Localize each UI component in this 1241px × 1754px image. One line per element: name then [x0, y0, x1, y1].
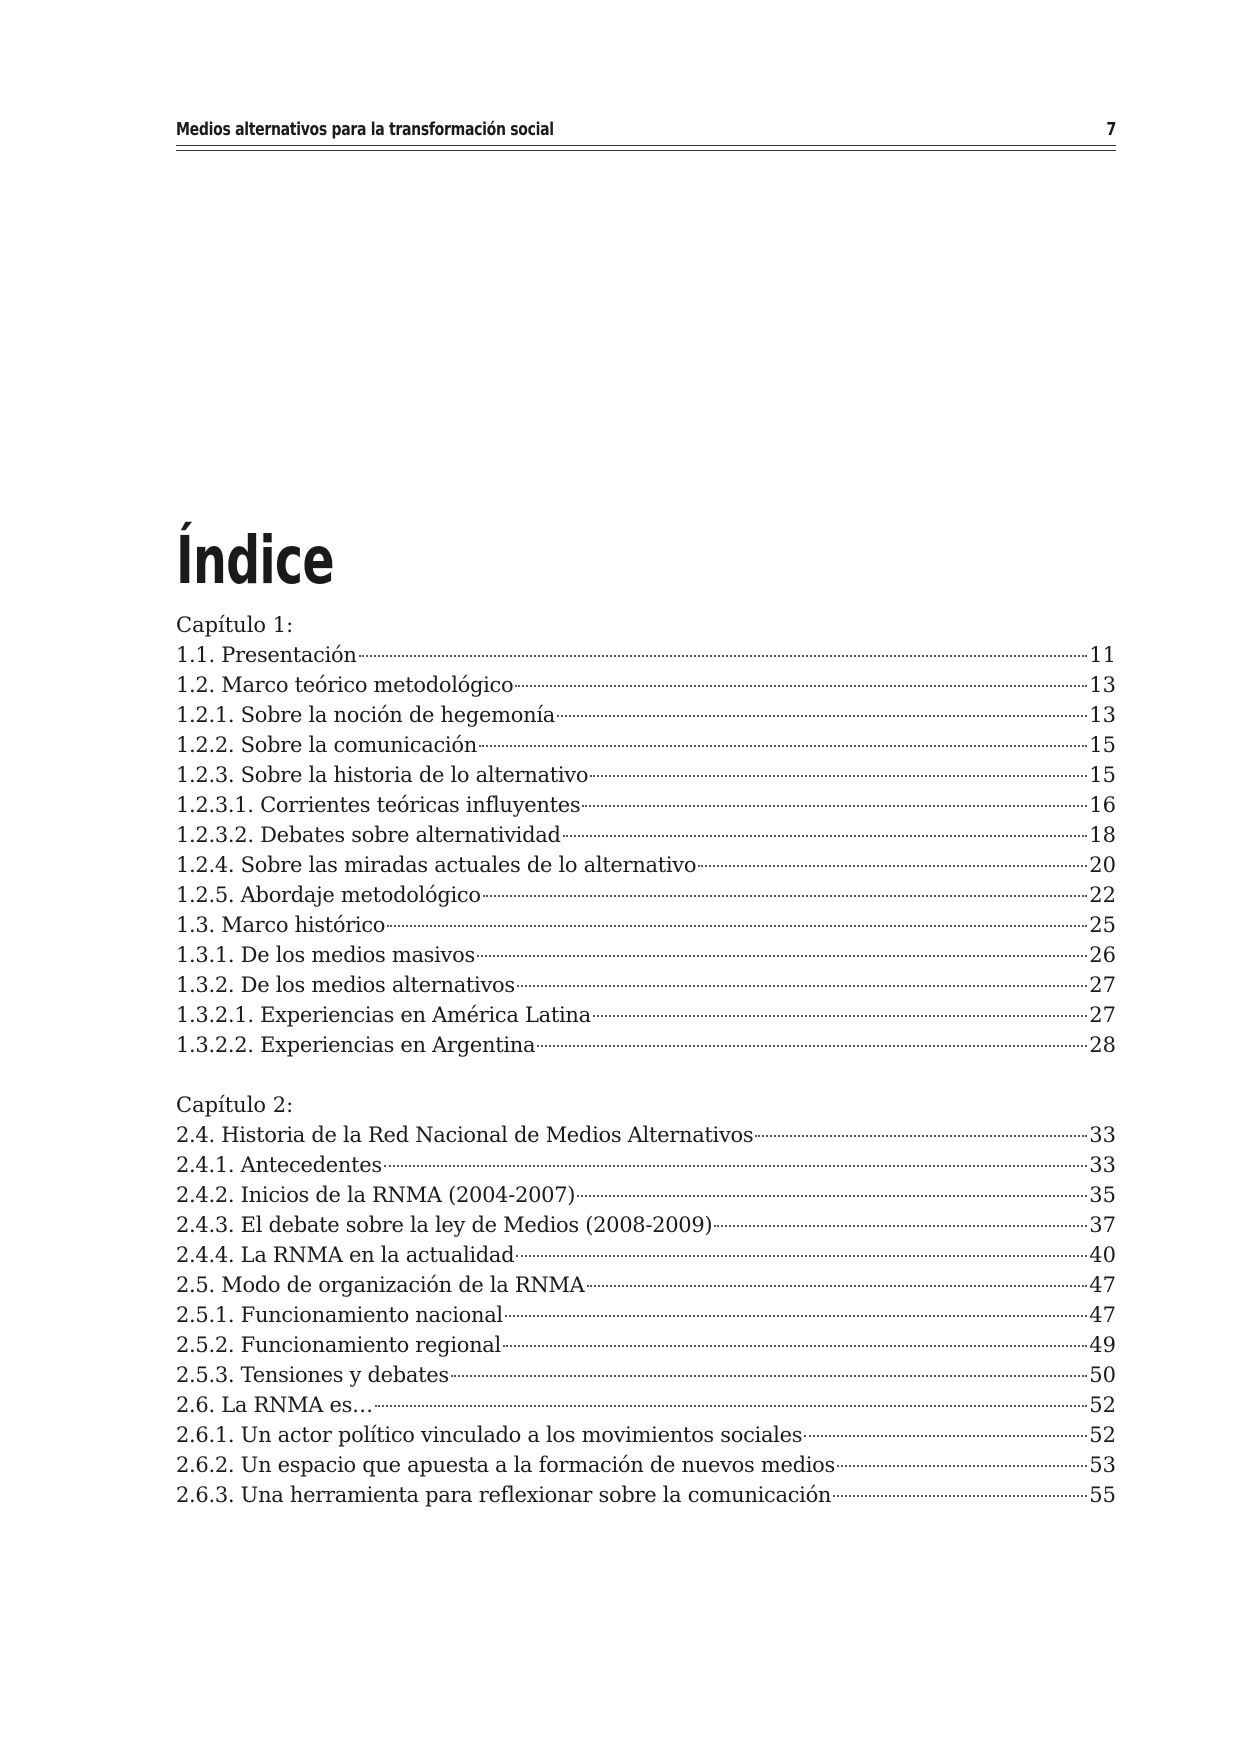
toc-entry-label: 1.2.5. Abordaje metodológico: [176, 883, 481, 907]
toc-entry-page: 47: [1089, 1273, 1116, 1297]
toc-entry: [176, 1300, 1116, 1330]
toc-entry: [176, 670, 1116, 700]
dot-leader: [477, 953, 1087, 957]
toc-entry: [176, 970, 1116, 1000]
toc-entry: [176, 1480, 1116, 1510]
running-header: [176, 114, 1116, 140]
toc-entry-label: 1.3.2.1. Experiencias en América Latina: [176, 1003, 591, 1027]
page-number: 7: [1106, 119, 1116, 140]
toc-entry: [176, 820, 1116, 850]
toc-entry-label: 1.2.3.2. Debates sobre alternatividad: [176, 823, 561, 847]
toc-entry: [176, 1000, 1116, 1030]
toc-entry: [176, 1120, 1116, 1150]
toc-entry-page: 37: [1089, 1213, 1116, 1237]
dot-leader: [505, 1313, 1087, 1317]
dot-leader: [804, 1433, 1087, 1437]
toc-entry-page: 20: [1089, 853, 1116, 877]
toc-entry-label: 2.4. Historia de la Red Nacional de Medios Alternativos: [176, 1123, 754, 1147]
toc-entry: [176, 940, 1116, 970]
toc-entry-label: 1.3.1. De los medios masivos: [176, 943, 475, 967]
toc-entry-page: 27: [1089, 973, 1116, 997]
toc-entry: [176, 1360, 1116, 1390]
toc-entry-label: 2.4.1. Antecedentes: [176, 1153, 382, 1177]
toc-entry: [176, 1180, 1116, 1210]
toc-entry-label: 1.2. Marco teórico metodológico: [176, 673, 514, 697]
toc-entry: [176, 1330, 1116, 1360]
toc-entry: [176, 1210, 1116, 1240]
toc-entry-label: 1.3.2.2. Experiencias en Argentina: [176, 1033, 536, 1057]
toc-entry-label: 2.4.4. La RNMA en la actualidad: [176, 1243, 515, 1267]
dot-leader: [387, 923, 1087, 927]
toc-entry-page: 47: [1089, 1303, 1116, 1327]
toc-entry-page: 18: [1089, 823, 1116, 847]
toc-entry: [176, 1030, 1116, 1060]
toc-entry: [176, 640, 1116, 670]
toc-entry: [176, 790, 1116, 820]
dot-leader: [577, 1193, 1087, 1197]
toc-entry-page: 27: [1089, 1003, 1116, 1027]
dot-leader: [755, 1133, 1087, 1137]
toc-entry-label: 2.4.3. El debate sobre la ley de Medios (2008-2009): [176, 1213, 713, 1237]
toc-entry-label: 2.6.2. Un espacio que apuesta a la formación de nuevos medios: [176, 1453, 835, 1477]
toc-entry-label: 1.2.3. Sobre la historia de lo alternativo: [176, 763, 589, 787]
toc-entry-page: 50: [1089, 1363, 1116, 1387]
toc-entry: [176, 1450, 1116, 1480]
toc-entry-page: 33: [1089, 1153, 1116, 1177]
dot-leader: [483, 893, 1088, 897]
toc-entry-label: 2.6. La RNMA es…: [176, 1393, 373, 1417]
header-rule-top: [176, 145, 1116, 146]
toc-chapter-2: [176, 1090, 1116, 1510]
toc-entry-label: 1.2.2. Sobre la comunicación: [176, 733, 477, 757]
toc-entry-page: 40: [1089, 1243, 1116, 1267]
toc-entry: [176, 700, 1116, 730]
chapter-label: Capítulo 2:: [176, 1093, 294, 1117]
toc-entry-page: 13: [1089, 703, 1116, 727]
toc-entry-label: 2.5.2. Funcionamiento regional: [176, 1333, 501, 1357]
dot-leader: [593, 1013, 1087, 1017]
toc-entry-label: 1.1. Presentación: [176, 643, 357, 667]
toc-entry-page: 15: [1089, 733, 1116, 757]
toc-entry-label: 2.4.2. Inicios de la RNMA (2004-2007): [176, 1183, 576, 1207]
dot-leader: [590, 773, 1087, 777]
chapter-label: Capítulo 1:: [176, 613, 294, 637]
toc-entry-label: 2.5. Modo de organización de la RNMA: [176, 1273, 585, 1297]
dot-leader: [698, 863, 1087, 867]
book-title: Medios alternativos para la transformación social: [176, 119, 554, 140]
dot-leader: [503, 1343, 1087, 1347]
toc-entry-page: 55: [1089, 1483, 1116, 1507]
toc-entry-page: 33: [1089, 1123, 1116, 1147]
toc-entry-page: 53: [1089, 1453, 1116, 1477]
dot-leader: [837, 1463, 1087, 1467]
toc-entry-label: 1.2.4. Sobre las miradas actuales de lo alternativo: [176, 853, 697, 877]
dot-leader: [537, 1043, 1087, 1047]
toc-entry-page: 28: [1089, 1033, 1116, 1057]
dot-leader: [517, 983, 1087, 987]
dot-leader: [515, 683, 1087, 687]
toc-entry: [176, 850, 1116, 880]
toc-entry-label: 2.6.3. Una herramienta para reflexionar sobre la comunicación: [176, 1483, 832, 1507]
toc-entry-page: 11: [1089, 643, 1116, 667]
toc-title: Índice: [176, 522, 334, 599]
dot-leader: [557, 713, 1087, 717]
toc-entry-page: 52: [1089, 1393, 1116, 1417]
toc-entry-page: 16: [1089, 793, 1116, 817]
toc-entry: [176, 1270, 1116, 1300]
dot-leader: [451, 1373, 1087, 1377]
dot-leader: [516, 1253, 1087, 1257]
toc-entry-page: 26: [1089, 943, 1116, 967]
toc-entry: [176, 1390, 1116, 1420]
toc-entry-page: 13: [1089, 673, 1116, 697]
toc-entry-page: 22: [1089, 883, 1116, 907]
toc-entry-page: 15: [1089, 763, 1116, 787]
toc-entry: [176, 1150, 1116, 1180]
toc-chapter-1: [176, 610, 1116, 1060]
header-rule-bottom: [176, 150, 1116, 151]
dot-leader: [359, 653, 1088, 657]
dot-leader: [563, 833, 1088, 837]
toc-entry-label: 2.6.1. Un actor político vinculado a los movimientos sociales: [176, 1423, 803, 1447]
toc-entry-page: 35: [1089, 1183, 1116, 1207]
toc-entry-label: 2.5.3. Tensiones y debates: [176, 1363, 449, 1387]
toc-entry-page: 25: [1089, 913, 1116, 937]
dot-leader: [587, 1283, 1088, 1287]
toc-entry: [176, 910, 1116, 940]
toc-entry-page: 52: [1089, 1423, 1116, 1447]
toc-entry: [176, 1420, 1116, 1450]
toc-entry-label: 1.3. Marco histórico: [176, 913, 386, 937]
dot-leader: [714, 1223, 1087, 1227]
toc-entry-page: 49: [1089, 1333, 1116, 1357]
toc-entry: [176, 730, 1116, 760]
toc-entry-label: 1.2.3.1. Corrientes teóricas influyentes: [176, 793, 581, 817]
toc-entry: [176, 1240, 1116, 1270]
toc-entry-label: 1.2.1. Sobre la noción de hegemonía: [176, 703, 555, 727]
dot-leader: [479, 743, 1087, 747]
toc-entry: [176, 880, 1116, 910]
toc-entries: [176, 640, 1116, 1060]
toc-entry: [176, 760, 1116, 790]
dot-leader: [384, 1163, 1087, 1167]
dot-leader: [582, 803, 1087, 807]
dot-leader: [375, 1403, 1087, 1407]
toc-entry-label: 2.5.1. Funcionamiento nacional: [176, 1303, 503, 1327]
dot-leader: [833, 1493, 1087, 1497]
toc-entry-label: 1.3.2. De los medios alternativos: [176, 973, 515, 997]
toc-entries: [176, 1120, 1116, 1510]
